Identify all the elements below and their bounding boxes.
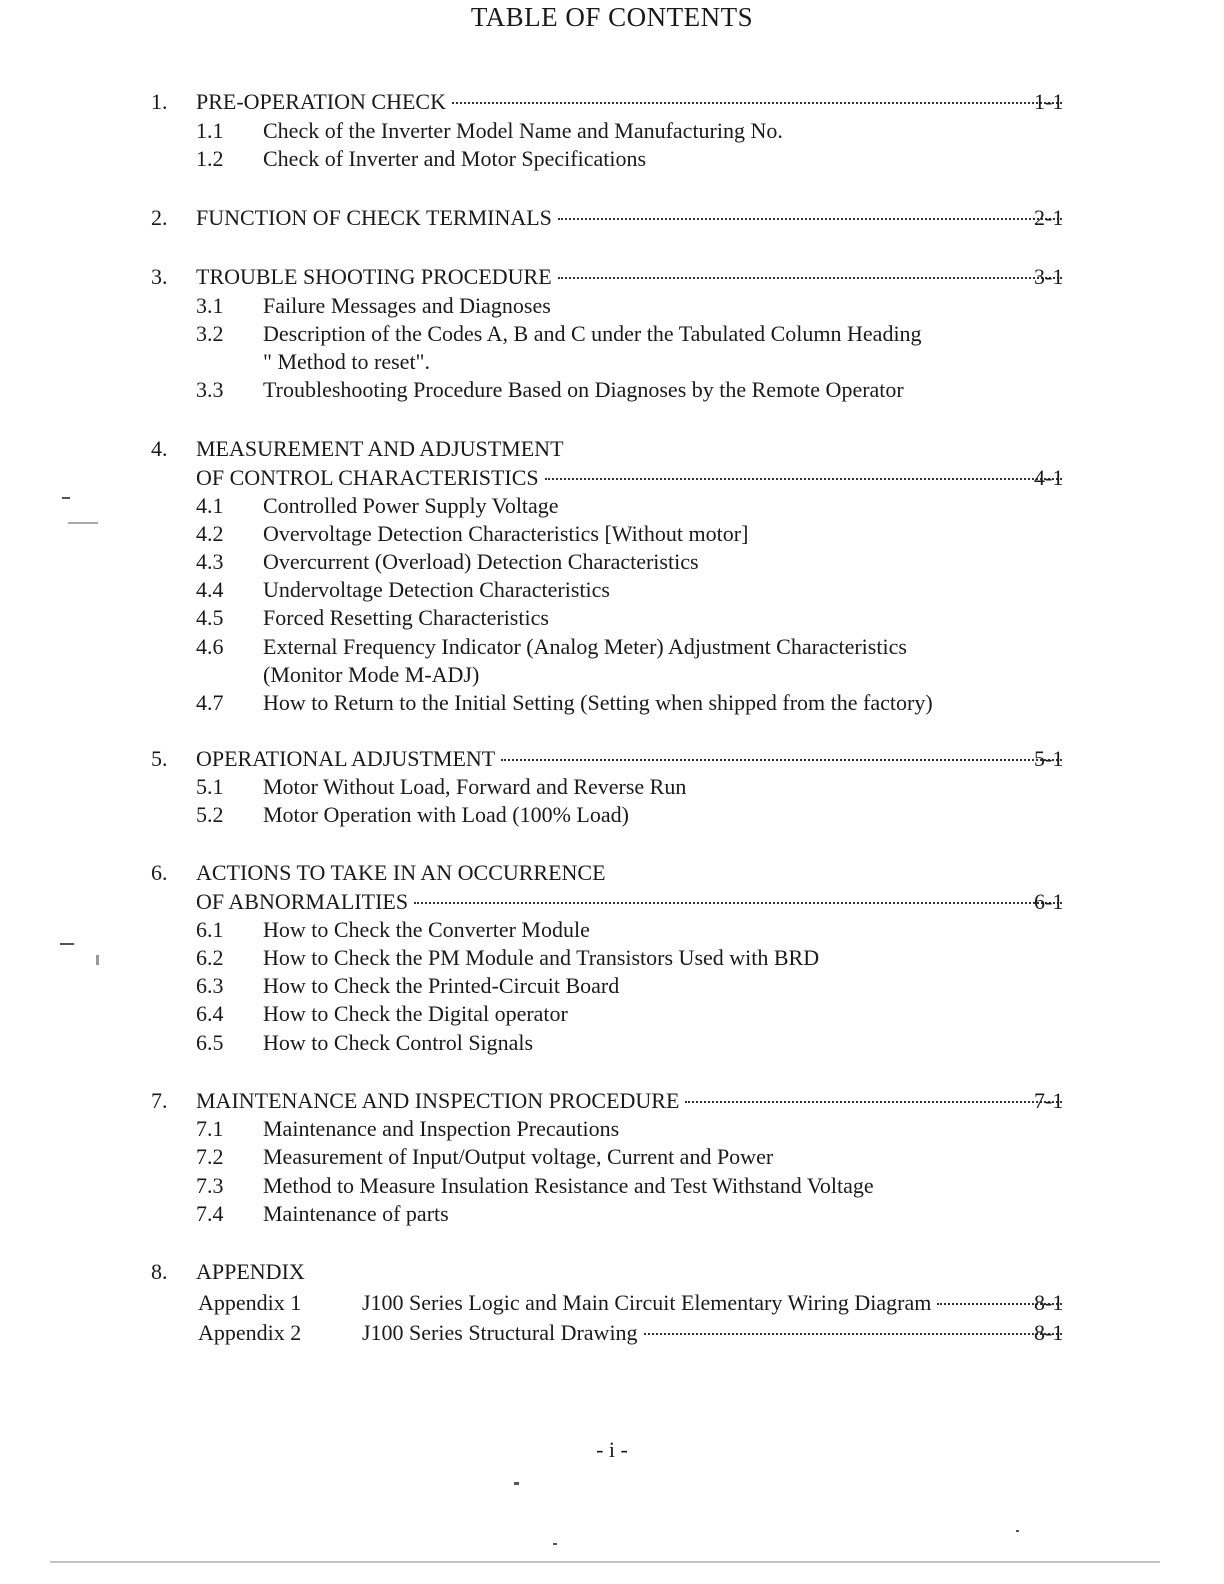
dot-leader (644, 1333, 1062, 1335)
appendix-title-row[interactable] (362, 1290, 1068, 1316)
section-title-row[interactable] (196, 205, 1068, 231)
appendix-page: 8-1 (1034, 1320, 1064, 1345)
section-page: 5-1 (1034, 746, 1064, 771)
subsection-number: 3.3 (196, 377, 224, 402)
subsection-number: 4.3 (196, 549, 224, 574)
section-title-row[interactable] (196, 264, 1068, 290)
scan-mark (96, 955, 99, 965)
subsection-number: 6.3 (196, 973, 224, 998)
subsection-number: 5.1 (196, 774, 224, 799)
section-page: 1-1 (1034, 89, 1064, 114)
subsection-number: 6.5 (196, 1030, 224, 1055)
subsection-title[interactable]: External Frequency Indicator (Analog Meter) Adjustment Characteristics (263, 634, 907, 659)
subsection-title[interactable]: Method to Measure Insulation Resistance and Test Withstand Voltage (263, 1173, 874, 1198)
subsection-title-continued: (Monitor Mode M-ADJ) (263, 662, 480, 687)
subsection-title[interactable]: Maintenance of parts (263, 1201, 449, 1226)
section-title-row[interactable] (196, 89, 1068, 115)
section-number: 8. (151, 1259, 168, 1284)
section-title: OF CONTROL CHARACTERISTICS (196, 465, 539, 490)
subsection-number: 6.1 (196, 917, 224, 942)
section-page: 7-1 (1034, 1088, 1064, 1113)
appendix-label: Appendix 2 (198, 1320, 302, 1345)
scan-mark (514, 1482, 519, 1485)
section-number: 3. (151, 264, 168, 289)
section-number: 7. (151, 1088, 168, 1113)
section-number: 4. (151, 436, 168, 461)
subsection-number: 6.4 (196, 1001, 224, 1026)
subsection-title[interactable]: Controlled Power Supply Voltage (263, 493, 559, 518)
dot-leader (501, 759, 1062, 761)
subsection-number: 1.2 (196, 146, 224, 171)
section-title-row[interactable] (196, 1088, 1068, 1114)
section-title-row[interactable] (196, 746, 1068, 772)
appendix-title: J100 Series Structural Drawing (362, 1320, 638, 1345)
scan-mark (553, 1543, 557, 1545)
section-page: 4-1 (1034, 465, 1064, 490)
subsection-title[interactable]: Overvoltage Detection Characteristics [Without motor] (263, 521, 749, 546)
dot-leader (685, 1101, 1062, 1103)
subsection-title[interactable]: Motor Without Load, Forward and Reverse Run (263, 774, 687, 799)
subsection-title[interactable]: Overcurrent (Overload) Detection Characteristics (263, 549, 699, 574)
scan-mark (62, 497, 70, 499)
subsection-number: 3.2 (196, 321, 224, 346)
dot-leader (558, 277, 1062, 279)
section-page: 3-1 (1034, 264, 1064, 289)
dot-leader (545, 478, 1062, 480)
subsection-title[interactable]: Failure Messages and Diagnoses (263, 293, 551, 318)
appendix-label: Appendix 1 (198, 1290, 302, 1315)
appendix-title-row[interactable] (362, 1320, 1068, 1346)
subsection-title[interactable]: Measurement of Input/Output voltage, Current and Power (263, 1144, 774, 1169)
subsection-title[interactable]: Description of the Codes A, B and C under the Tabulated Column Heading (263, 321, 922, 346)
subsection-number: 7.2 (196, 1144, 224, 1169)
dot-leader (452, 102, 1062, 104)
subsection-number: 5.2 (196, 802, 224, 827)
section-page: 2-1 (1034, 205, 1064, 230)
subsection-title[interactable]: Check of the Inverter Model Name and Manufacturing No. (263, 118, 783, 143)
appendix-title: J100 Series Logic and Main Circuit Elementary Wiring Diagram (362, 1290, 932, 1315)
page-title: TABLE OF CONTENTS (470, 2, 754, 32)
subsection-number: 7.1 (196, 1116, 224, 1141)
appendix-page: 8-1 (1034, 1290, 1064, 1315)
subsection-number: 4.7 (196, 690, 224, 715)
section-title: MAINTENANCE AND INSPECTION PROCEDURE (196, 1088, 680, 1113)
subsection-number: 4.2 (196, 521, 224, 546)
subsection-number: 4.4 (196, 577, 224, 602)
section-title: PRE-OPERATION CHECK (196, 89, 446, 114)
subsection-title[interactable]: Check of Inverter and Motor Specifications (263, 146, 647, 171)
scan-mark (68, 522, 98, 524)
subsection-title[interactable]: Motor Operation with Load (100% Load) (263, 802, 629, 827)
section-title: OPERATIONAL ADJUSTMENT (196, 746, 496, 771)
section-title: TROUBLE SHOOTING PROCEDURE (196, 264, 552, 289)
subsection-number: 4.6 (196, 634, 224, 659)
section-page: 6-1 (1034, 889, 1064, 914)
subsection-number: 7.3 (196, 1173, 224, 1198)
subsection-number: 7.4 (196, 1201, 224, 1226)
subsection-title[interactable]: Forced Resetting Characteristics (263, 605, 549, 630)
subsection-title[interactable]: How to Check Control Signals (263, 1030, 534, 1055)
subsection-title-continued: " Method to reset". (263, 349, 431, 374)
subsection-number: 6.2 (196, 945, 224, 970)
subsection-title[interactable]: How to Check the Printed-Circuit Board (263, 973, 620, 998)
section-number: 2. (151, 205, 168, 230)
scan-edge-line (50, 1561, 1160, 1563)
section-number: 6. (151, 860, 168, 885)
subsection-title[interactable]: How to Check the Converter Module (263, 917, 590, 942)
section-title-line1[interactable]: ACTIONS TO TAKE IN AN OCCURRENCE (196, 860, 606, 885)
section-title: OF ABNORMALITIES (196, 889, 409, 914)
section-title: FUNCTION OF CHECK TERMINALS (196, 205, 552, 230)
section-number: 1. (151, 89, 168, 114)
scan-mark (1016, 1530, 1019, 1532)
subsection-title[interactable]: How to Check the PM Module and Transistors Used with BRD (263, 945, 820, 970)
dot-leader (558, 218, 1062, 220)
subsection-number: 4.5 (196, 605, 224, 630)
dot-leader (414, 902, 1062, 904)
subsection-title[interactable]: Undervoltage Detection Characteristics (263, 577, 610, 602)
section-title[interactable]: APPENDIX (196, 1259, 305, 1284)
subsection-number: 3.1 (196, 293, 224, 318)
section-title-row[interactable] (196, 465, 1068, 491)
subsection-title[interactable]: How to Check the Digital operator (263, 1001, 568, 1026)
section-title-row[interactable] (196, 889, 1068, 915)
subsection-number: 4.1 (196, 493, 224, 518)
subsection-title[interactable]: How to Return to the Initial Setting (Setting when shipped from the factory) (263, 690, 933, 715)
section-title-line1[interactable]: MEASUREMENT AND ADJUSTMENT (196, 436, 564, 461)
scan-mark (60, 943, 74, 945)
subsection-title[interactable]: Troubleshooting Procedure Based on Diagnoses by the Remote Operator (263, 377, 904, 402)
subsection-title[interactable]: Maintenance and Inspection Precautions (263, 1116, 620, 1141)
section-number: 5. (151, 746, 168, 771)
subsection-number: 1.1 (196, 118, 224, 143)
page-number: - i - (596, 1437, 628, 1462)
